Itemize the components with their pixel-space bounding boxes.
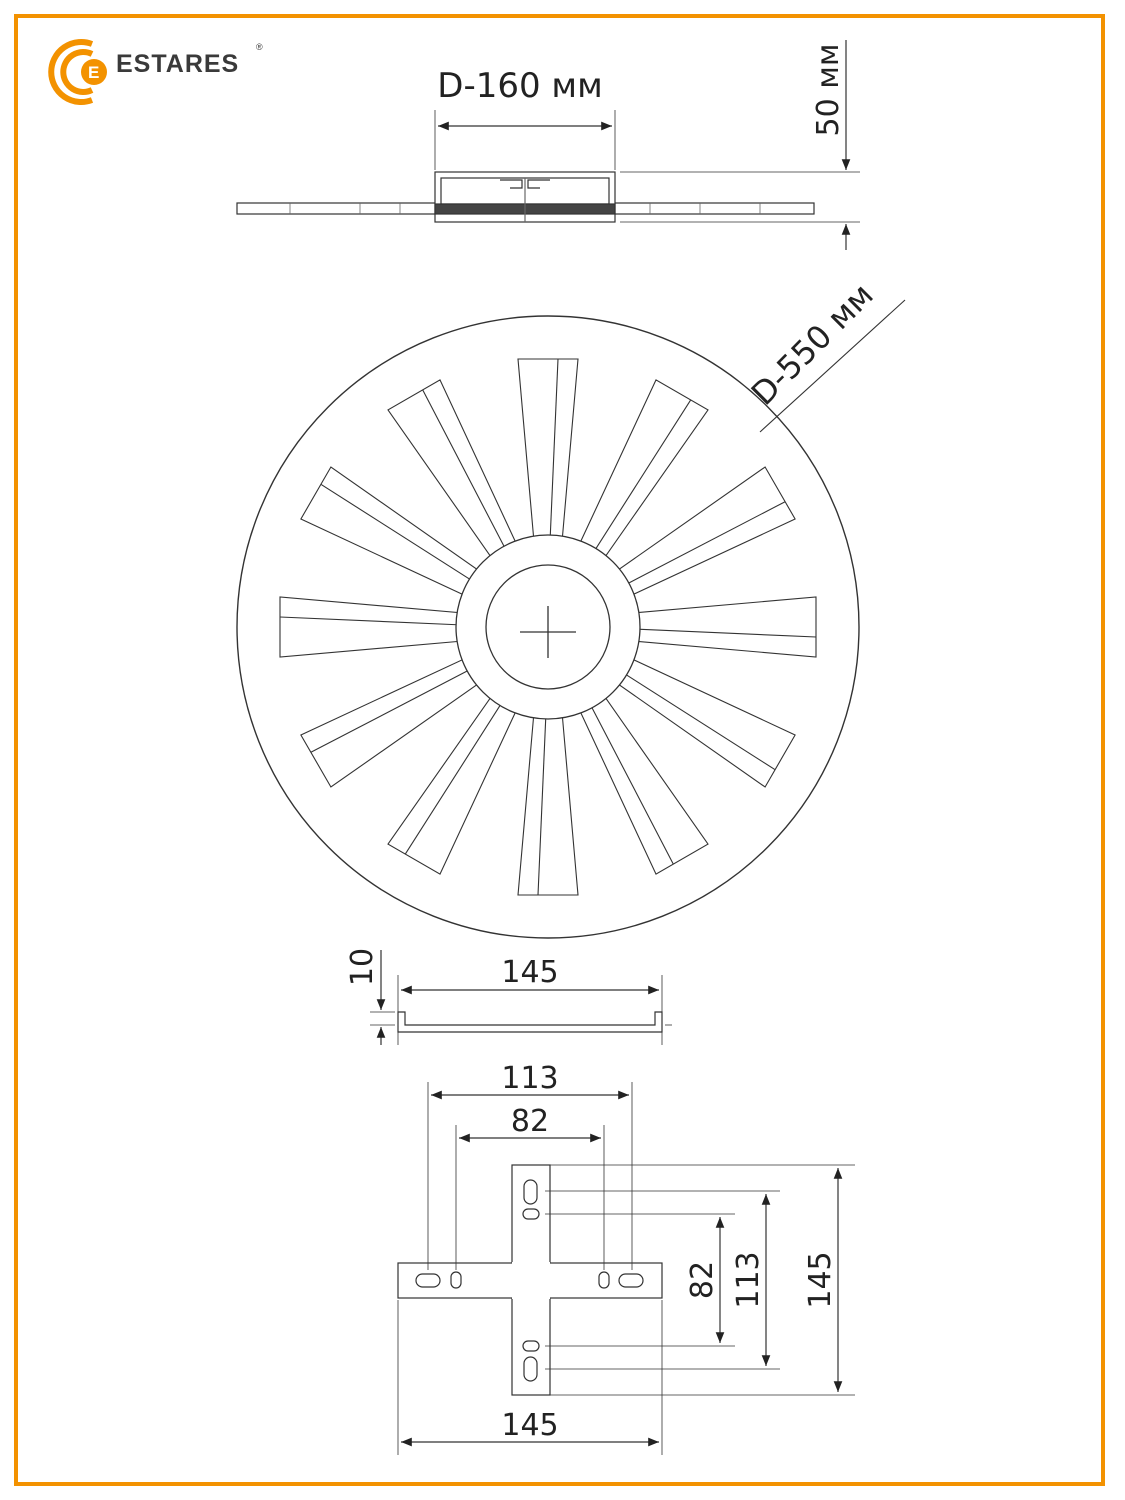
bottom-length-label: 145 bbox=[501, 1408, 559, 1443]
registered-mark: ® bbox=[256, 42, 263, 52]
inner-span-label: 82 bbox=[510, 1104, 550, 1139]
profile-length-label: 145 bbox=[501, 955, 559, 990]
brand-name: ESTARES bbox=[116, 50, 240, 78]
top-diameter-label: D-550 мм bbox=[743, 275, 881, 413]
bracket-plan bbox=[398, 1082, 855, 1455]
profile-channel bbox=[398, 1012, 662, 1032]
outer-span-label: 113 bbox=[501, 1061, 559, 1096]
vertical-outer-label: 113 bbox=[731, 1251, 766, 1309]
svg-text:E: E bbox=[88, 63, 100, 82]
side-diameter-label: D-160 мм bbox=[437, 66, 603, 106]
profile-thickness-label: 10 bbox=[345, 947, 380, 987]
vertical-inner-label: 82 bbox=[685, 1260, 720, 1300]
side-height-label: 50 мм bbox=[811, 43, 846, 137]
horizontal-strip bbox=[398, 1263, 662, 1298]
top-view bbox=[237, 300, 905, 938]
vertical-total-label: 145 bbox=[803, 1251, 838, 1309]
